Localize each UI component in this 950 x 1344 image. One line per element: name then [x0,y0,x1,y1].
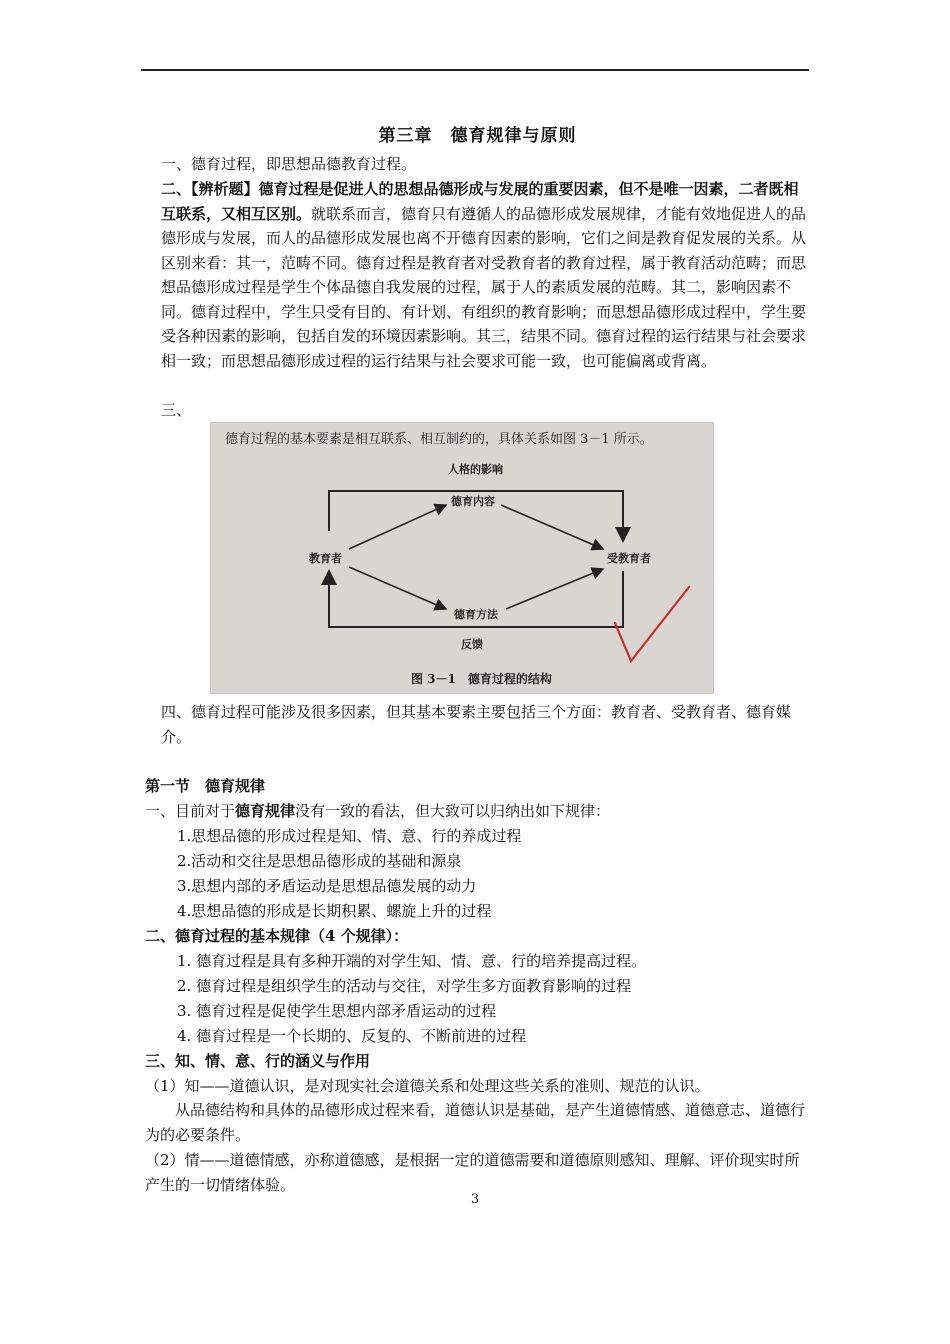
s2-item-4: 4. 德育过程是一个长期的、反复的、不断前进的过程 [177,1027,527,1045]
s1-item-1: 1.思想品德的形成过程是知、情、意、行的养成过程 [177,827,522,845]
label-method: 德育方法 [454,608,498,621]
paragraph-2 [145,177,810,373]
s2-heading: 二、德育过程的基本规律（4 个规律）： [145,927,409,945]
paragraph-3: 三、 [161,401,192,419]
paragraph-4: 四、德育过程可能涉及很多因素，但其基本要素主要包括三个方面：教育者、受教育者、德育媒介。 [161,703,792,746]
s2-item-2: 2. 德育过程是组织学生的活动与交往，对学生多方面教育影响的过程 [177,977,632,995]
s3-knowledge: （1）知——道德认识，是对现实社会道德关系和处理这些关系的准则、规范的认识。 [145,1077,710,1095]
label-content: 德育内容 [451,495,495,508]
label-educatee: 受教育者 [607,552,651,565]
s2-item-1: 1. 德育过程是具有多种开端的对学生知、情、意、行的培养提高过程。 [177,952,647,970]
red-check-mark [615,587,689,661]
figure-caption-bottom: 图 3－1 德育过程的结构 [411,672,552,686]
s1-item-2: 2.活动和交往是思想品德形成的基础和源泉 [177,852,462,870]
label-influence: 人格的影响 [448,463,503,476]
educator-method-arrow [349,567,446,609]
figure-photo [210,422,714,694]
page-number: 3 [470,1192,480,1207]
s3-knowledge-detail: 从品德结构和具体的品德形成过程来看，道德认识是基础，是产生道德情感、道德意志、道德行为的必要条件。 [145,1101,806,1144]
s3-emotion: （2）情——道德情感，亦称道德感，是根据一定的道德需要和道德原则感知、理解、评价现实时所产生的一切情绪体验。 [145,1151,800,1194]
label-educator: 教育者 [309,552,342,565]
s1-item-3: 3.思想内部的矛盾运动是思想品德发展的动力 [177,877,477,895]
s1-lead: 一、目前对于德育规律没有一致的看法，但大致可以归纳出如下规律： [145,802,611,820]
figure-caption-top: 德育过程的基本要素是相互联系、相互制约的，具体关系如图 3－1 所示。 [225,432,653,447]
s3-heading: 三、知、情、意、行的涵义与作用 [145,1052,371,1070]
content-educatee-arrow [501,505,603,549]
label-feedback: 反馈 [461,638,483,651]
s1-item-4: 4.思想品德的形成是长期积累、螺旋上升的过程 [177,902,492,920]
paragraph-2-bold: 二、【辨析题】德育过程是促进人的思想品德形成与发展的重要因素，但不是唯一因素，二者既相互联系，又相互区别。 [161,180,799,223]
chapter-title: 第三章 德育规律与原则 [378,126,577,146]
method-educatee-arrow [506,569,603,609]
s2-item-3: 3. 德育过程是促使学生思想内部矛盾运动的过程 [177,1002,497,1020]
paragraph-1: 一、德育过程，即思想品德教育过程。 [161,155,417,173]
header-rule [141,69,809,71]
educator-content-arrow [349,505,446,549]
paragraph-2-text: 就联系而言，德育只有遵循人的品德形成发展规律，才能有效地促进人的品德形成与发展，而人的品德形成发展也离不开德育因素的影响，它们之间是教育促发展的关系。从区别来看：其一，范畴不同。德育过程是教育者对受教育者的教育过程，属于教育活动范畴；而思想品德形成过程是学生个体品德自我发展的过程，属于人的素质发展的范畴。其二，影响因素不同。德育过程中，学生只受有目的、有计划、有组织的教育影响；而思想品德形成过程中，学生要受各种因素的影响，包括自发的环境因素影响。其三，结果不同。德育过程的运行结果与社会要求相一致；而思想品德形成过程的运行结果与社会要求可能一致，也可能偏离或背离。 [161,204,807,370]
section-title: 第一节 德育规律 [145,777,266,795]
